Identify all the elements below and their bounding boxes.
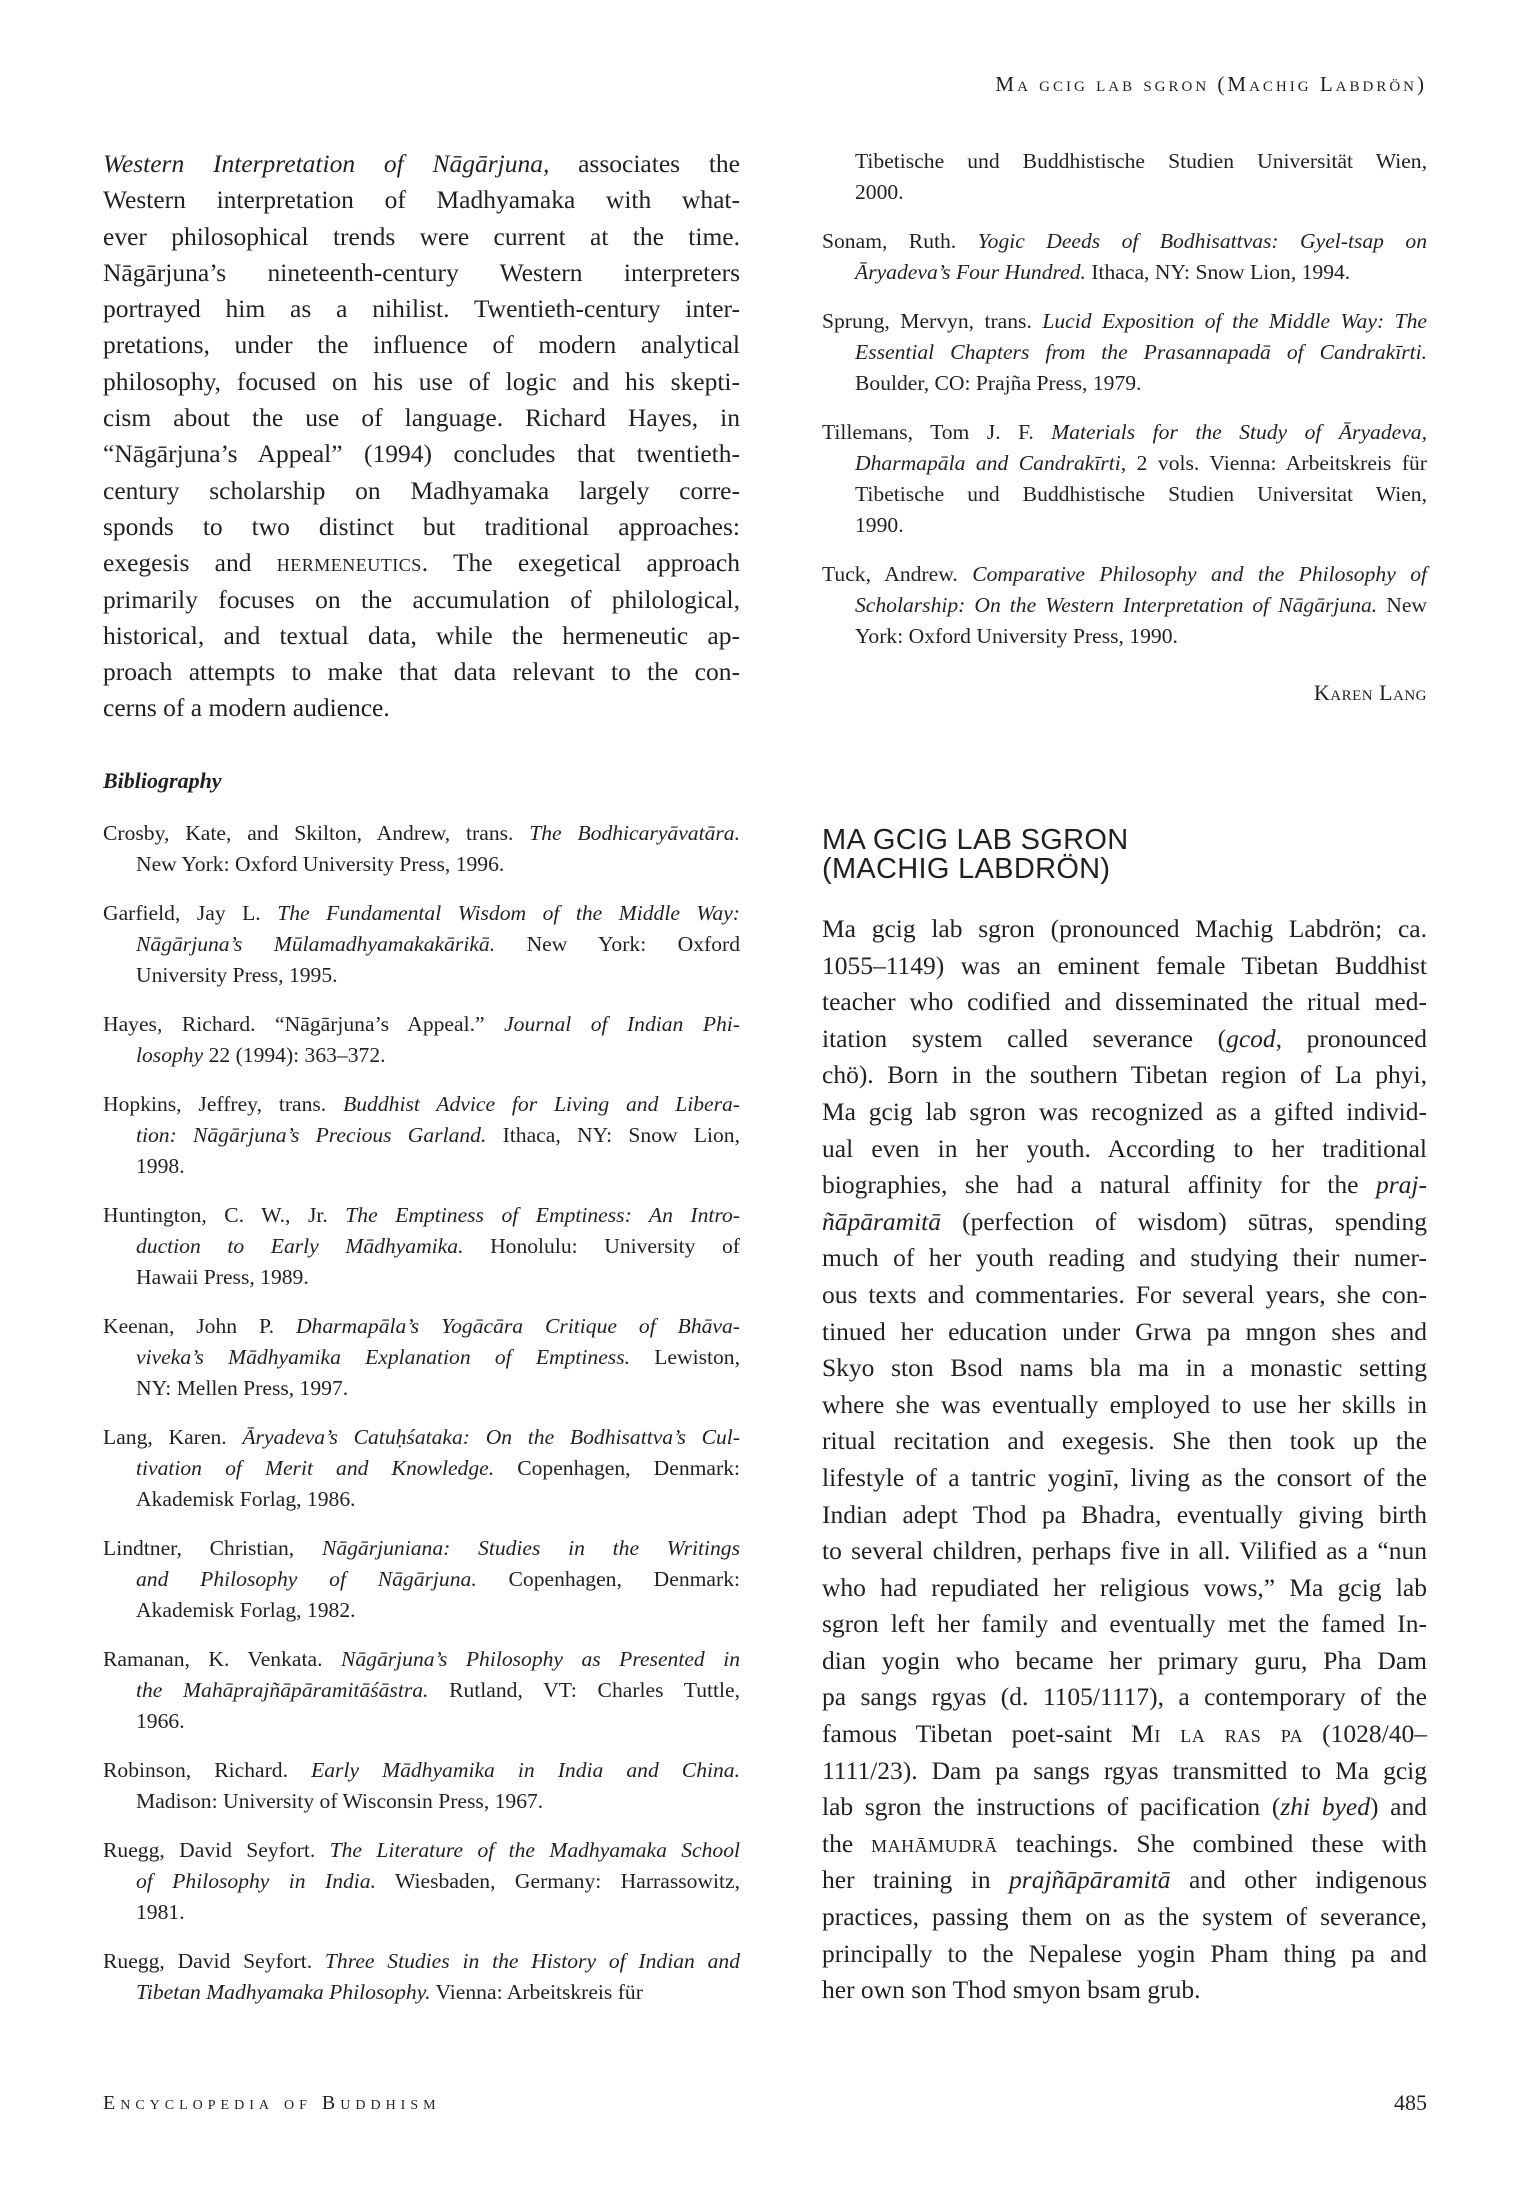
text-run: ) and (1369, 1792, 1427, 1822)
text-line (103, 618, 740, 654)
text-line (822, 1094, 1427, 1131)
text-line (103, 436, 740, 472)
text-run: Nāgārjuna’s nineteenth-century Western interpreters (103, 257, 740, 287)
entry-line (103, 1675, 740, 1706)
entry-line (103, 1484, 740, 1515)
text-line (822, 1497, 1427, 1534)
text-line (103, 291, 740, 327)
entry-line (103, 1835, 740, 1866)
entry-line (103, 1595, 740, 1626)
text-run: Sonam, Ruth. (822, 229, 978, 253)
text-line (822, 1643, 1427, 1680)
entry-line (103, 1946, 740, 1977)
small-caps-run: Mi la ras pa (1131, 1719, 1304, 1749)
text-run: Tibetische und Buddhistische Studien Universitat Wien, (855, 482, 1427, 506)
text-line (822, 1606, 1427, 1643)
text-run: cerns of a modern audience. (103, 693, 390, 723)
entry-line (822, 417, 1427, 448)
italic-run: ñāpāramitā (822, 1206, 942, 1236)
entry-line (822, 510, 1427, 541)
entry-line (103, 849, 740, 880)
italic-run: Dharmapāla and Candrakīrti, (855, 451, 1127, 475)
text-line (103, 182, 740, 218)
text-line (822, 1204, 1427, 1241)
text-line (822, 1899, 1427, 1936)
bibliography-entry (103, 898, 740, 991)
text-run: to several children, perhaps five in all. Vilified as a “nun (822, 1536, 1427, 1566)
text-line (822, 1277, 1427, 1314)
entry-line (103, 1706, 740, 1737)
text-run: Skyo ston Bsod nams bla ma in a monastic setting (822, 1353, 1427, 1383)
italic-run: Nāgārjuniana: Studies in the Writings (321, 1536, 740, 1560)
text-run: Ruegg, David Seyfort. (103, 1838, 330, 1862)
text-line (103, 255, 740, 291)
entry-line (103, 1422, 740, 1453)
bibliography-entry (103, 1009, 740, 1071)
text-run: 1111/23). Dam pa sangs rgyas transmitted to Ma gcig (822, 1755, 1427, 1785)
bibliography-list-right (822, 146, 1427, 670)
bibliography-entry (822, 226, 1427, 288)
entry-line (103, 1564, 740, 1595)
text-run: Hawaii Press, 1989. (136, 1265, 309, 1289)
text-line (822, 1753, 1427, 1790)
article-continuation (103, 146, 740, 727)
bibliography-entry-continuation (822, 146, 1427, 208)
italic-run: viveka’s Mādhyamika Explanation of Emptiness. (136, 1345, 631, 1369)
text-run: proach attempts to make that data relevant to the con- (103, 657, 740, 687)
bibliography-list-left (103, 818, 740, 2026)
text-run: ual even in her youth. According to her traditional (822, 1133, 1427, 1163)
text-line (822, 1423, 1427, 1460)
text-run: lab sgron the instructions of pacification ( (822, 1792, 1281, 1822)
text-run: cism about the use of language. Richard Hayes, in (103, 403, 740, 433)
text-line (103, 146, 740, 182)
text-run: sponds to two distinct but traditional approaches: (103, 511, 740, 541)
text-run: . The exegetical approach (421, 548, 740, 578)
text-line (822, 1533, 1427, 1570)
text-run: Rutland, VT: Charles Tuttle, (428, 1678, 741, 1702)
italic-run: Āryadeva’s Four Hundred. (855, 260, 1086, 284)
entry-line (103, 1533, 740, 1564)
italic-run: zhi byed (1280, 1792, 1370, 1822)
text-run: University Press, 1995. (136, 963, 338, 987)
bibliography-entry (103, 1755, 740, 1817)
text-line (822, 1936, 1427, 1973)
entry-line (103, 1089, 740, 1120)
entry-line (822, 559, 1427, 590)
italic-run: tion: Nāgārjuna’s Precious Garland. (136, 1123, 487, 1147)
text-run: 2 vols. Vienna: Arbeitskreis für (1126, 451, 1427, 475)
text-line (822, 1972, 1427, 2009)
article-author: Karen Lang (1313, 680, 1427, 705)
text-line (103, 545, 740, 581)
text-run: New (1377, 593, 1428, 617)
entry-line (103, 1786, 740, 1817)
text-run: her training in (822, 1865, 1010, 1895)
entry-title-line-1: MA GCIG LAB SGRON (822, 824, 1129, 856)
italic-run: Āryadeva’s Catuḥśataka: On the Bodhisattva’s Cul- (242, 1425, 740, 1449)
text-run: and other indigenous (1170, 1865, 1427, 1895)
entry-line (103, 818, 740, 849)
entry-line (103, 1200, 740, 1231)
text-run: where she was eventually employed to use her skills in (822, 1389, 1427, 1419)
text-run: Hayes, Richard. “Nāgārjuna’s Appeal.” (103, 1012, 505, 1036)
entry-line (103, 1262, 740, 1293)
running-head: Ma gcig lab sgron (Machig Labdrön) (995, 72, 1427, 96)
entry-line (822, 590, 1427, 621)
italic-run: losophy (136, 1043, 204, 1067)
text-run: Ma gcig lab sgron was recognized as a gifted individ- (822, 1096, 1427, 1126)
text-line (822, 911, 1427, 948)
bibliography-entry (822, 306, 1427, 399)
text-run: practices, passing them on as the system of severance, (822, 1902, 1427, 1932)
entry-line (103, 1373, 740, 1404)
text-run: Ma gcig lab sgron (pronounced Machig Labdrön; ca. (822, 914, 1427, 943)
text-line (103, 327, 740, 363)
italic-run: Early Mādhyamika in India and China. (311, 1758, 740, 1782)
text-run: Tillemans, Tom J. F. (822, 420, 1052, 444)
italic-run: Journal of Indian Phi- (504, 1012, 740, 1036)
entry-line (822, 257, 1427, 288)
italic-run: gcod, (1226, 1023, 1283, 1053)
italic-run: Materials for the Study of Āryadeva, (1051, 420, 1427, 444)
text-run: 2000. (855, 180, 904, 204)
text-run: Lang, Karen. (103, 1425, 243, 1449)
italic-run: The Emptiness of Emptiness: An Intro- (345, 1203, 740, 1227)
text-run: Wiesbaden, Germany: Harrassowitz, (376, 1869, 740, 1893)
text-line (822, 1570, 1427, 1607)
italic-run: Scholarship: On the Western Interpretation of Nāgārjuna. (855, 593, 1378, 617)
entry-line (822, 479, 1427, 510)
text-run: Huntington, C. W., Jr. (103, 1203, 346, 1227)
text-line (822, 1240, 1427, 1277)
text-line (822, 1314, 1427, 1351)
italic-run: Comparative Philosophy and the Philosophy of (972, 562, 1428, 586)
text-run: 1055–1149) was an eminent female Tibetan Buddhist (822, 950, 1427, 980)
bibliography-entry (103, 1089, 740, 1182)
bibliography-entry (103, 1311, 740, 1404)
text-run: Ithaca, NY: Snow Lion, 1994. (1085, 260, 1351, 284)
bibliography-entry (103, 1644, 740, 1737)
text-run: (perfection of wisdom) sūtras, spending (941, 1206, 1427, 1236)
italic-run: Buddhist Advice for Living and Libera- (343, 1092, 740, 1116)
text-run: century scholarship on Madhyamaka largely corre- (103, 475, 740, 505)
text-run: lifestyle of a tantric yoginī, living as the consort of the (822, 1462, 1427, 1492)
text-run: teacher who codified and disseminated the ritual med- (822, 987, 1427, 1017)
italic-run: Yogic Deeds of Bodhisattvas: Gyel-tsap on (977, 229, 1427, 253)
text-run: Ramanan, K. Venkata. (103, 1647, 341, 1671)
text-run: sgron left her family and eventually met the famed In- (822, 1609, 1427, 1639)
text-line (822, 1862, 1427, 1899)
bibliography-entry (103, 1422, 740, 1515)
text-run: Copenhagen, Denmark: (494, 1456, 740, 1480)
italic-run: of Philosophy in India. (136, 1869, 376, 1893)
text-line (822, 1460, 1427, 1497)
italic-run: The Literature of the Madhyamaka School (329, 1838, 740, 1862)
text-run: York: Oxford University Press, 1990. (855, 624, 1178, 648)
footer-book-title: Encyclopedia of Buddhism (103, 2092, 441, 2114)
entry-line (103, 1644, 740, 1675)
entry-title (822, 826, 1128, 884)
text-line (103, 690, 740, 726)
text-run: “Nāgārjuna’s Appeal” (1994) concludes that twentieth- (103, 439, 740, 469)
bibliography-entry (103, 1533, 740, 1626)
text-run: chö). Born in the southern Tibetan region of La phyi, (822, 1060, 1427, 1090)
entry-line (103, 929, 740, 960)
text-run: Indian adept Thod pa Bhadra, eventually giving birth (822, 1499, 1427, 1529)
text-line (822, 1167, 1427, 1204)
entry-line (822, 337, 1427, 368)
italic-run: The Bodhicaryāvatāra. (529, 821, 740, 845)
text-run: Honolulu: University of (463, 1234, 740, 1258)
italic-run: Lucid Exposition of the Middle Way: The (1042, 309, 1427, 333)
text-run: tinued her education under Grwa pa mngon shes and (822, 1316, 1427, 1346)
entry-line (103, 1040, 740, 1071)
bibliography-entry (103, 818, 740, 880)
italic-run: Essential Chapters from the Prasannapadā of Candrakīrti. (855, 340, 1427, 364)
italic-run: Nāgārjuna’s Mūlamadhyamakakārikā. (136, 932, 496, 956)
bibliography-entry (822, 417, 1427, 541)
italic-run: Nāgārjuna’s Philosophy as Presented in (340, 1647, 740, 1671)
small-caps-run: hermeneutics (276, 548, 422, 578)
text-line (103, 473, 740, 509)
entry-line (822, 146, 1427, 177)
text-line (822, 1387, 1427, 1424)
italic-run: duction to Early Mādhyamika. (136, 1234, 464, 1258)
bibliography-entry (103, 1200, 740, 1293)
italic-run: prajñāpāramitā (1009, 1865, 1171, 1895)
text-run: the (822, 1828, 872, 1858)
text-line (822, 984, 1427, 1021)
text-run: Copenhagen, Denmark: (476, 1567, 741, 1591)
text-run: Tibetische und Buddhistische Studien Universität Wien, (855, 149, 1427, 173)
italic-run: tivation of Merit and Knowledge. (136, 1456, 495, 1480)
italic-run: the Mahāprajñāpāramitāśāstra. (136, 1678, 429, 1702)
text-run: NY: Mellen Press, 1997. (136, 1376, 349, 1400)
text-line (103, 509, 740, 545)
entry-body (822, 911, 1427, 2009)
text-run: principally to the Nepalese yogin Pham thing pa and (822, 1938, 1427, 1968)
text-line (822, 1789, 1427, 1826)
text-run: philosophy, focused on his use of logic and his skepti- (103, 366, 740, 396)
entry-line (822, 306, 1427, 337)
bibliography-entry (822, 559, 1427, 652)
text-run: primarily focuses on the accumulation of philological, (103, 584, 740, 614)
text-line (103, 219, 740, 255)
text-run: Robinson, Richard. (103, 1758, 312, 1782)
entry-line (103, 1120, 740, 1151)
small-caps-run: mahāmudrā (871, 1828, 998, 1858)
text-run: portrayed him as a nihilist. Twentieth-century inter- (103, 294, 740, 324)
text-run: associates the (549, 149, 740, 178)
text-run: New York: Oxford (495, 932, 740, 956)
text-run: Madison: University of Wisconsin Press, 1967. (136, 1789, 544, 1813)
text-line (822, 1716, 1427, 1753)
text-line (103, 400, 740, 436)
entry-line (822, 177, 1427, 208)
text-run: dian yogin who became her primary guru, Pha Dam (822, 1645, 1427, 1675)
entry-line (103, 898, 740, 929)
entry-line (103, 1311, 740, 1342)
entry-line (103, 1009, 740, 1040)
text-line (822, 1679, 1427, 1716)
entry-line (103, 960, 740, 991)
entry-line (822, 226, 1427, 257)
text-line (822, 1350, 1427, 1387)
italic-run: The Fundamental Wisdom of the Middle Way: (277, 901, 740, 925)
text-run: Tuck, Andrew. (822, 562, 973, 586)
text-run: exegesis and (103, 548, 277, 578)
entry-line (822, 621, 1427, 652)
text-line (822, 948, 1427, 985)
text-run: ritual recitation and exegesis. She then took up the (822, 1426, 1427, 1456)
text-run: Lindtner, Christian, (103, 1536, 322, 1560)
text-run: pa sangs rgyas (d. 1105/1117), a contemporary of the (822, 1682, 1427, 1712)
text-run: Vienna: Arbeitskreis für (430, 1980, 643, 2004)
text-run: her own son Thod smyon bsam grub. (822, 1975, 1201, 2005)
italic-run: and Philosophy of Nāgārjuna. (136, 1567, 477, 1591)
text-run: 1981. (136, 1900, 185, 1924)
entry-line (103, 1453, 740, 1484)
text-run: Sprung, Mervyn, trans. (822, 309, 1043, 333)
italic-run: Three Studies in the History of Indian and (324, 1949, 740, 1973)
italic-run: praj- (1376, 1170, 1427, 1200)
bibliography-heading: Bibliography (103, 768, 222, 793)
text-run: 1990. (855, 513, 904, 537)
bibliography-entry (103, 1946, 740, 2008)
entry-line (103, 1342, 740, 1373)
text-run: Western interpretation of Madhyamaka with what- (103, 185, 740, 215)
bibliography-entries (822, 226, 1427, 652)
text-run: Lewiston, (630, 1345, 740, 1369)
text-run: (1028/40– (1303, 1719, 1427, 1749)
text-line (103, 582, 740, 618)
text-run: ever philosophical trends were current at the time. (103, 221, 740, 251)
text-line (822, 1057, 1427, 1094)
text-line (822, 1826, 1427, 1863)
entry-line (822, 448, 1427, 479)
text-run: famous Tibetan poet-saint (822, 1719, 1132, 1749)
text-run: Garfield, Jay L. (103, 901, 278, 925)
text-run: New York: Oxford University Press, 1996. (136, 852, 505, 876)
text-run: Akademisk Forlag, 1982. (136, 1598, 356, 1622)
italic-run: Western Interpretation of Nāgārjuna, (103, 149, 550, 178)
entry-line (822, 368, 1427, 399)
text-run: 1966. (136, 1709, 185, 1733)
text-run: Ithaca, NY: Snow Lion, (486, 1123, 740, 1147)
text-run: 22 (1994): 363–372. (203, 1043, 386, 1067)
entry-line (103, 1231, 740, 1262)
text-line (822, 1021, 1427, 1058)
entry-line (103, 1151, 740, 1182)
text-run: Crosby, Kate, and Skilton, Andrew, trans. (103, 821, 530, 845)
text-run: teachings. She combined these with (997, 1828, 1427, 1858)
text-run: who had repudiated her religious vows,” Ma gcig lab (822, 1572, 1427, 1602)
text-run: pronounced (1282, 1023, 1427, 1053)
entry-line (103, 1977, 740, 2008)
italic-run: Tibetan Madhyamaka Philosophy. (136, 1980, 431, 2004)
entry-line (103, 1755, 740, 1786)
text-run: Hopkins, Jeffrey, trans. (103, 1092, 344, 1116)
text-run: Keenan, John P. (103, 1314, 296, 1338)
text-run: historical, and textual data, while the hermeneutic ap- (103, 620, 740, 650)
text-run: Akademisk Forlag, 1986. (136, 1487, 356, 1511)
text-run: itation system called severance ( (822, 1023, 1227, 1053)
entry-line (103, 1897, 740, 1928)
italic-run: Dharmapāla’s Yogācāra Critique of Bhāva- (295, 1314, 740, 1338)
text-run: 1998. (136, 1154, 185, 1178)
text-line (103, 654, 740, 690)
bibliography-entry (103, 1835, 740, 1928)
text-run: biographies, she had a natural affinity for the (822, 1170, 1376, 1200)
text-run: ous texts and commentaries. For several years, she con- (822, 1279, 1427, 1309)
text-run: pretations, under the influence of modern analytical (103, 330, 740, 360)
text-run: Ruegg, David Seyfort. (103, 1949, 325, 1973)
text-run: Boulder, CO: Prajña Press, 1979. (855, 371, 1142, 395)
page-number: 485 (1394, 2090, 1427, 2115)
entry-title-line-2: (MACHIG LABDRÖN) (822, 853, 1111, 885)
text-line (822, 1131, 1427, 1168)
text-run: much of her youth reading and studying their numer- (822, 1243, 1427, 1273)
text-line (103, 364, 740, 400)
entry-line (103, 1866, 740, 1897)
